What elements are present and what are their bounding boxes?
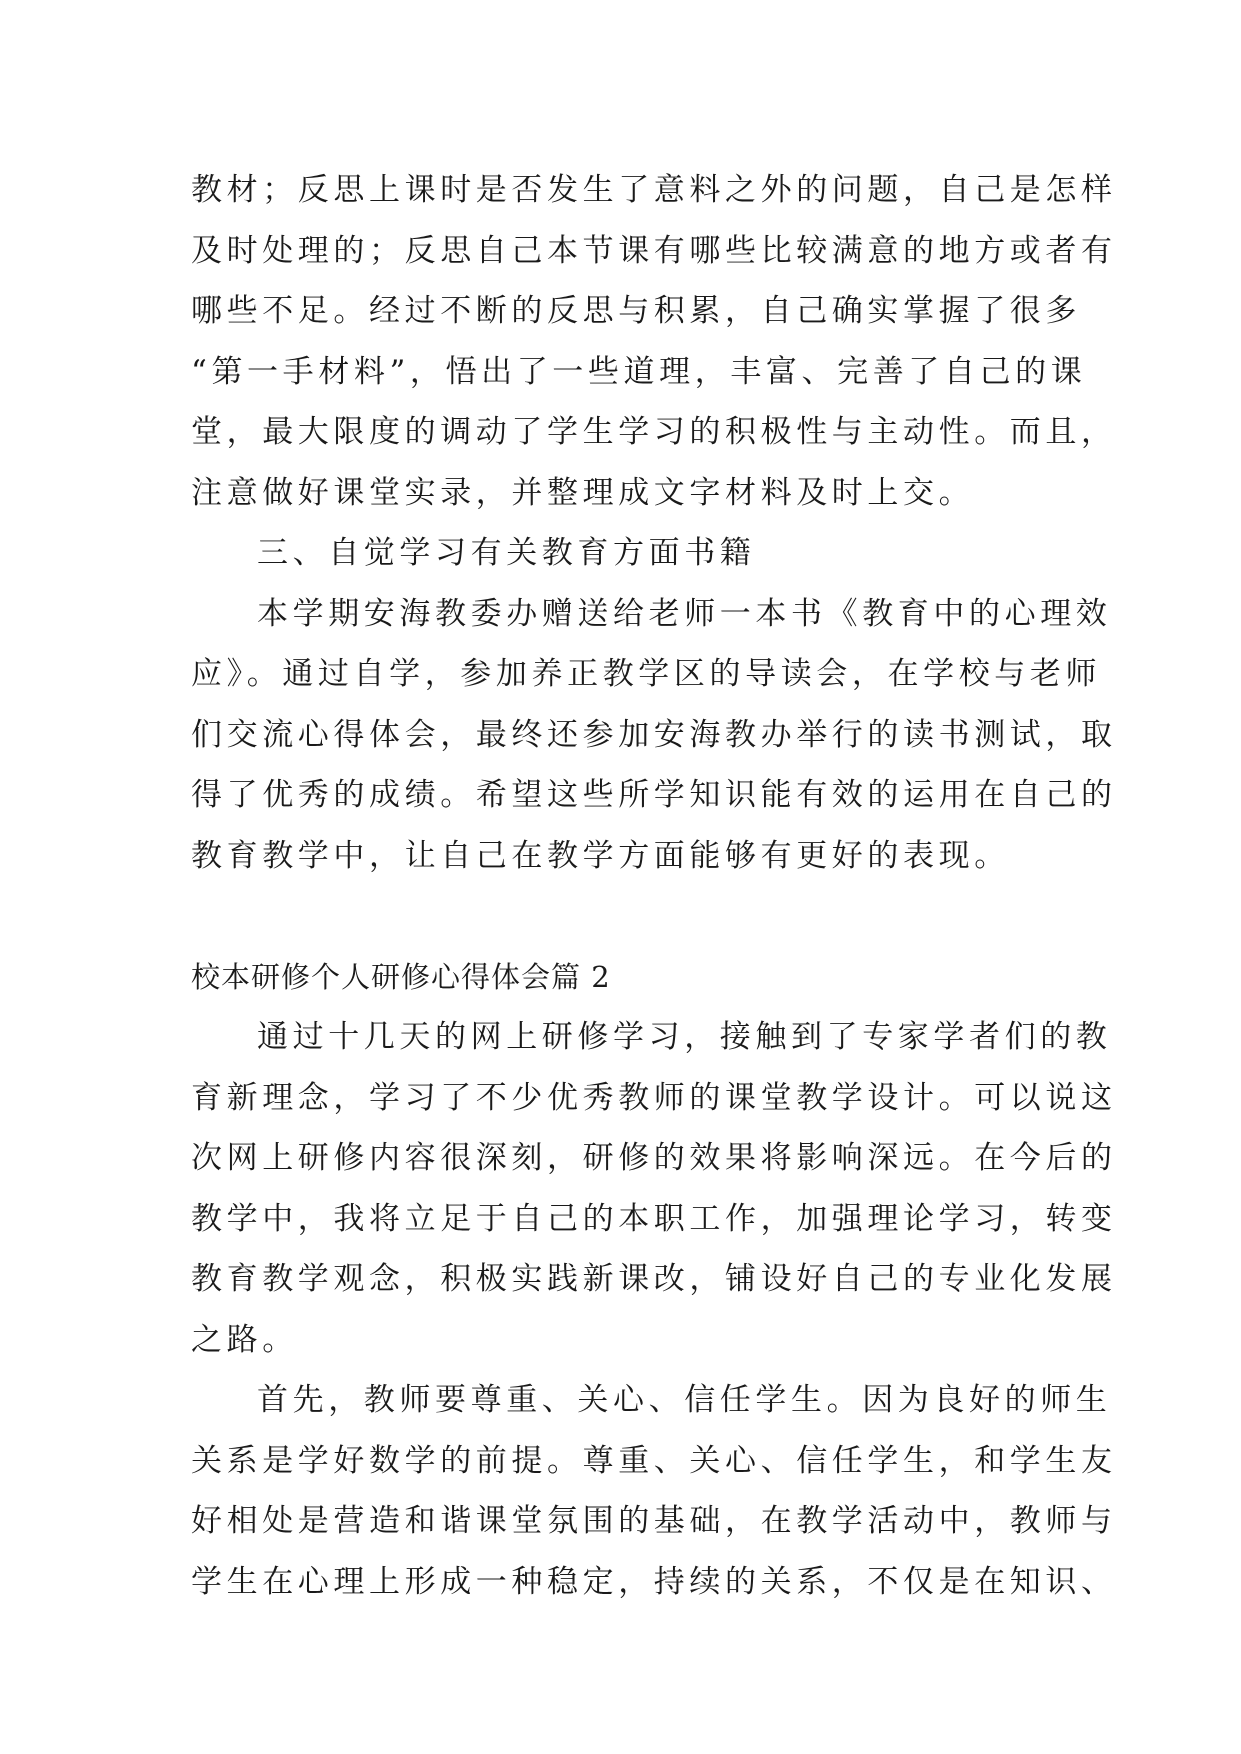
paragraph bbox=[191, 160, 1117, 523]
document-body bbox=[191, 160, 1117, 1612]
paragraph bbox=[191, 1370, 1117, 1612]
text-line: 通过十几天的网上研修学习，接触到了专家学者们的教 bbox=[257, 1019, 1112, 1055]
text-line: “第一手材料”，悟出了一些道理，丰富、完善了自己的课 bbox=[191, 353, 1087, 390]
text-line: 首先，教师要尊重、关心、信任学生。因为良好的师生 bbox=[257, 1382, 1112, 1418]
text-line: 应》。通过自学，参加养正教学区的导读会，在学校与老师 bbox=[191, 656, 1102, 692]
text-line: 三、自觉学习有关教育方面书籍 bbox=[257, 535, 756, 571]
text-line: 学生在心理上形成一种稳定，持续的关系，不仅是在知识、 bbox=[191, 1563, 1117, 1600]
text-line: 育新理念，学习了不少优秀教师的课堂教学设计。可以说这 bbox=[191, 1079, 1117, 1116]
text-line: 教材；反思上课时是否发生了意料之外的问题，自己是怎样 bbox=[191, 172, 1117, 208]
section-heading bbox=[191, 947, 1071, 1008]
text-line: 哪些不足。经过不断的反思与积累，自己确实掌握了很多 bbox=[191, 293, 1081, 329]
paragraph-spacer bbox=[191, 886, 1071, 947]
text-line: 得了优秀的成绩。希望这些所学知识能有效的运用在自己的 bbox=[191, 777, 1117, 813]
text-line: 关系是学好数学的前提。尊重、关心、信任学生，和学生友 bbox=[191, 1442, 1117, 1479]
text-line: 本学期安海教委办赠送给老师一本书《教育中的心理效 bbox=[257, 595, 1112, 632]
text-line: 教育教学中，让自己在教学方面能够有更好的表现。 bbox=[191, 837, 1010, 874]
text-line: 注意做好课堂实录，并整理成文字材料及时上交。 bbox=[191, 474, 975, 511]
paragraph bbox=[191, 1007, 1117, 1370]
text-line: 及时处理的；反思自己本节课有哪些比较满意的地方或者有 bbox=[191, 232, 1117, 269]
text-line: 之路。 bbox=[191, 1321, 298, 1358]
text-line: 教学中，我将立足于自己的本职工作，加强理论学习，转变 bbox=[191, 1200, 1117, 1237]
text-line: 好相处是营造和谐课堂氛围的基础，在教学活动中，教师与 bbox=[191, 1503, 1117, 1539]
text-line: 教育教学观念，积极实践新课改，铺设好自己的专业化发展 bbox=[191, 1261, 1117, 1297]
paragraph bbox=[191, 523, 1071, 584]
text-line: 堂，最大限度的调动了学生学习的积极性与主动性。而且， bbox=[191, 414, 1117, 450]
text-line: 们交流心得体会，最终还参加安海教办举行的读书测试，取 bbox=[191, 716, 1117, 753]
heading-text: 校本研修个人研修心得体会篇 2 bbox=[191, 959, 611, 994]
text-line: 次网上研修内容很深刻，研修的效果将影响深远。在今后的 bbox=[191, 1140, 1117, 1176]
paragraph bbox=[191, 584, 1117, 887]
